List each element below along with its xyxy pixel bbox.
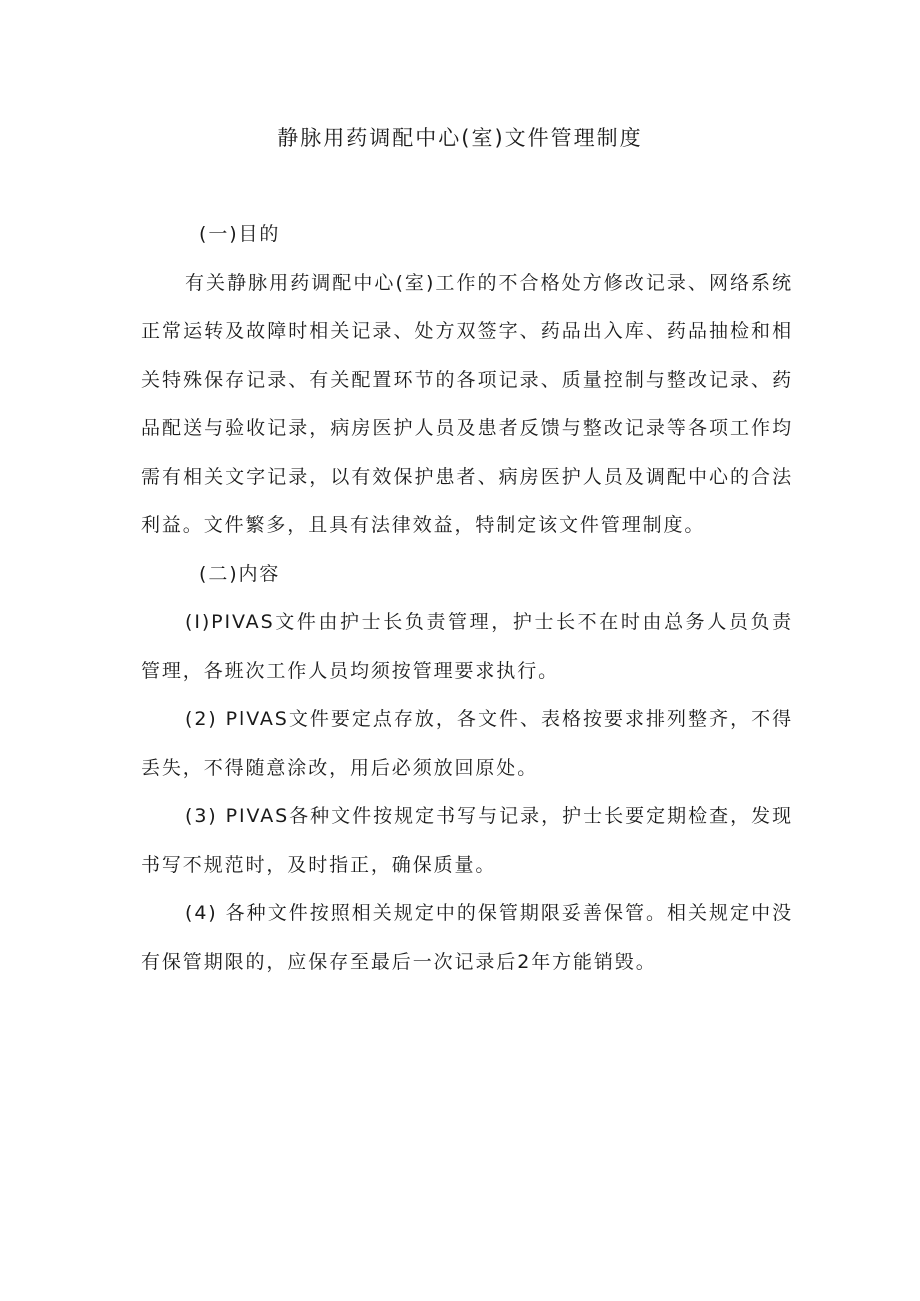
content-item-4: (4) 各种文件按照相关规定中的保管期限妥善保管。相关规定中没有保管期限的，应保存至最后一次记录后2年方能销毁。 <box>141 902 793 973</box>
section-heading-purpose: (一)目的 <box>199 223 281 245</box>
purpose-paragraph: 有关静脉用药调配中心(室)工作的不合格处方修改记录、网络系统正常运转及故障时相关记录、处方双签字、药品出入库、药品抽检和相关特殊保存记录、有关配置环节的各项记录、质量控制与整改记录、药品配送与验收记录，病房医护人员及患者反馈与整改记录等各项工作均需有相关文字记录，以有效保护患者、病房医护人员及调配中心的合法利益。文件繁多，且具有法律效益，特制定该文件管理制度。 <box>141 271 793 536</box>
content-item-3: (3) PIVAS各种文件按规定书写与记录，护士长要定期检查，发现书写不规范时，及时指正，确保质量。 <box>141 805 793 876</box>
content-item-2: (2) PlVAS文件要定点存放，各文件、表格按要求排列整齐，不得丢失，不得随意涂改，用后必须放回原处。 <box>141 708 793 779</box>
section-heading-content: (二)内容 <box>199 562 281 585</box>
content-item-1: (I)PIVAS文件由护士长负责管理，护士长不在时由总务人员负责管理，各班次工作人员均须按管理要求执行。 <box>141 611 793 682</box>
document-title: 静脉用药调配中心(室)文件管理制度 <box>277 126 643 150</box>
document-body <box>141 210 793 986</box>
